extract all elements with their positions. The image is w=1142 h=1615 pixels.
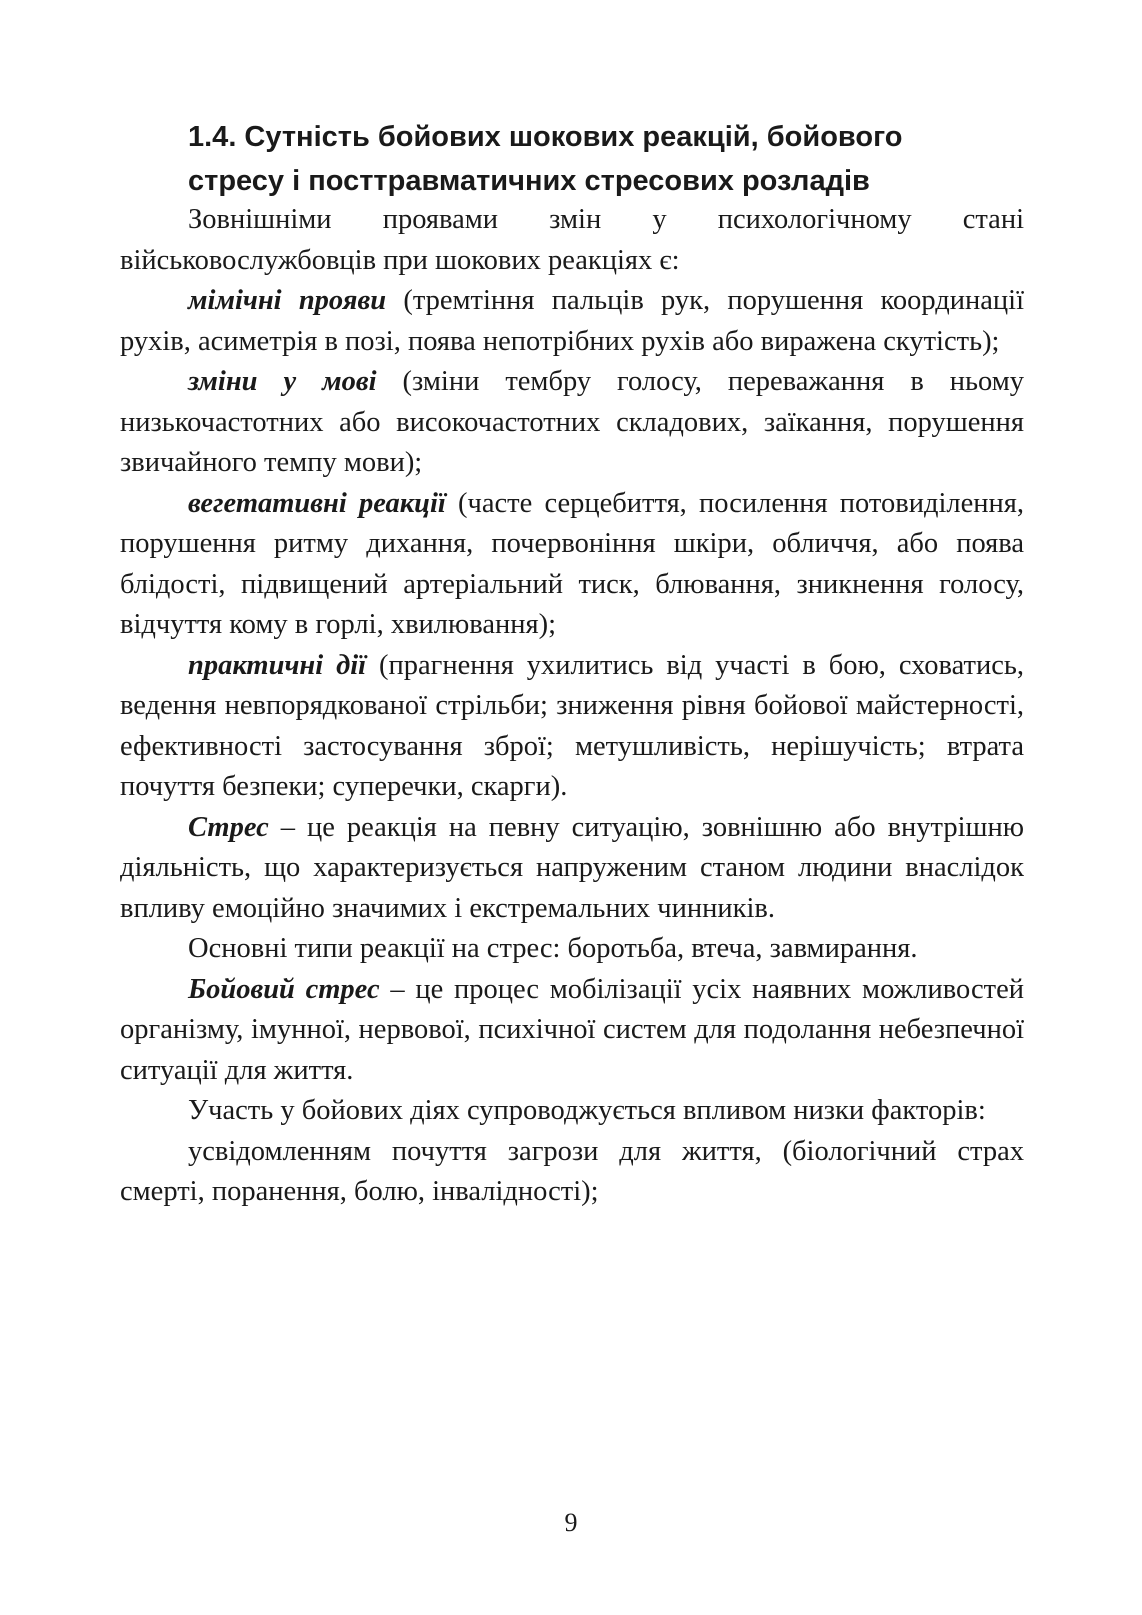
term-vegetative-reactions: вегетативні реакції xyxy=(188,487,446,519)
section-heading-line-2: стресу і посттравматичних стресових розладів xyxy=(188,165,870,197)
section-heading xyxy=(188,115,1008,203)
term-combat-stress: Бойовий стрес xyxy=(188,973,380,1005)
term-facial-manifestations: мімічні прояви xyxy=(188,285,387,316)
paragraph-stress-definition: Стрес – це реакція на певну ситуацію, зовнішню або внутрішню діяльність, що характеризується напруженим станом людини внаслідок впливу емоційно значимих і екстремальних чинників. xyxy=(120,811,1024,924)
paragraph-speech-changes: зміни у мові (зміни тембру голосу, переважання в ньому низькочастотних або високочастотних складових, заїкання, порушення звичайного темпу мови); xyxy=(120,366,1024,478)
paragraph-external-manifestations: Зовнішніми проявами змін у психологічному стані військовослужбовців при шокових реакціях є: xyxy=(120,204,1024,276)
body-text xyxy=(120,200,1024,1213)
paragraph-threat-awareness: усвідомленням почуття загрози для життя, (біологічний страх смерті, поранення, болю, інвалідності); xyxy=(120,1135,1024,1207)
paragraph-combat-factors: Участь у бойових діях супроводжується впливом низки факторів: xyxy=(188,1095,986,1126)
term-practical-actions: практичні дії xyxy=(188,649,367,681)
paragraph-combat-stress-definition: Бойовий стрес – це процес мобілізації усіх наявних можливостей організму, імунної, нервової, психічної систем для подолання небезпечної ситуації для життя. xyxy=(120,973,1025,1086)
paragraph-practical-actions: практичні дії (прагнення ухилитись від участі в бою, сховатись, ведення невпорядкованої стрільби; зниження рівня бойової майстерності, ефективності застосування зброї; метушливість, нерішучість; втрата почуття безпеки; суперечки, скарги). xyxy=(120,649,1024,802)
paragraph-vegetative-reactions: вегетативні реакції (часте серцебиття, посилення потовиділення, порушення ритму дихання, почервоніння шкіри, обличчя, або поява блідості, підвищений артеріальний тиск, блювання, зникнення голосу, відчуття кому в горлі, хвилювання); xyxy=(120,487,1024,640)
page-number: 9 xyxy=(564,1508,578,1537)
paragraph-facial-manifestations: мімічні прояви (тремтіння пальців рук, порушення координації рухів, асиметрія в позі, поява непотрібних рухів або виражена скутість); xyxy=(120,285,1024,357)
term-speech-changes: зміни у мові xyxy=(188,366,377,397)
section-heading-line-1: 1.4. Сутність бойових шокових реакцій, бойового xyxy=(188,121,903,153)
paragraph-stress-reaction-types: Основні типи реакції на стрес: боротьба, втеча, завмирання. xyxy=(188,933,918,964)
term-stress: Стрес xyxy=(188,811,269,843)
